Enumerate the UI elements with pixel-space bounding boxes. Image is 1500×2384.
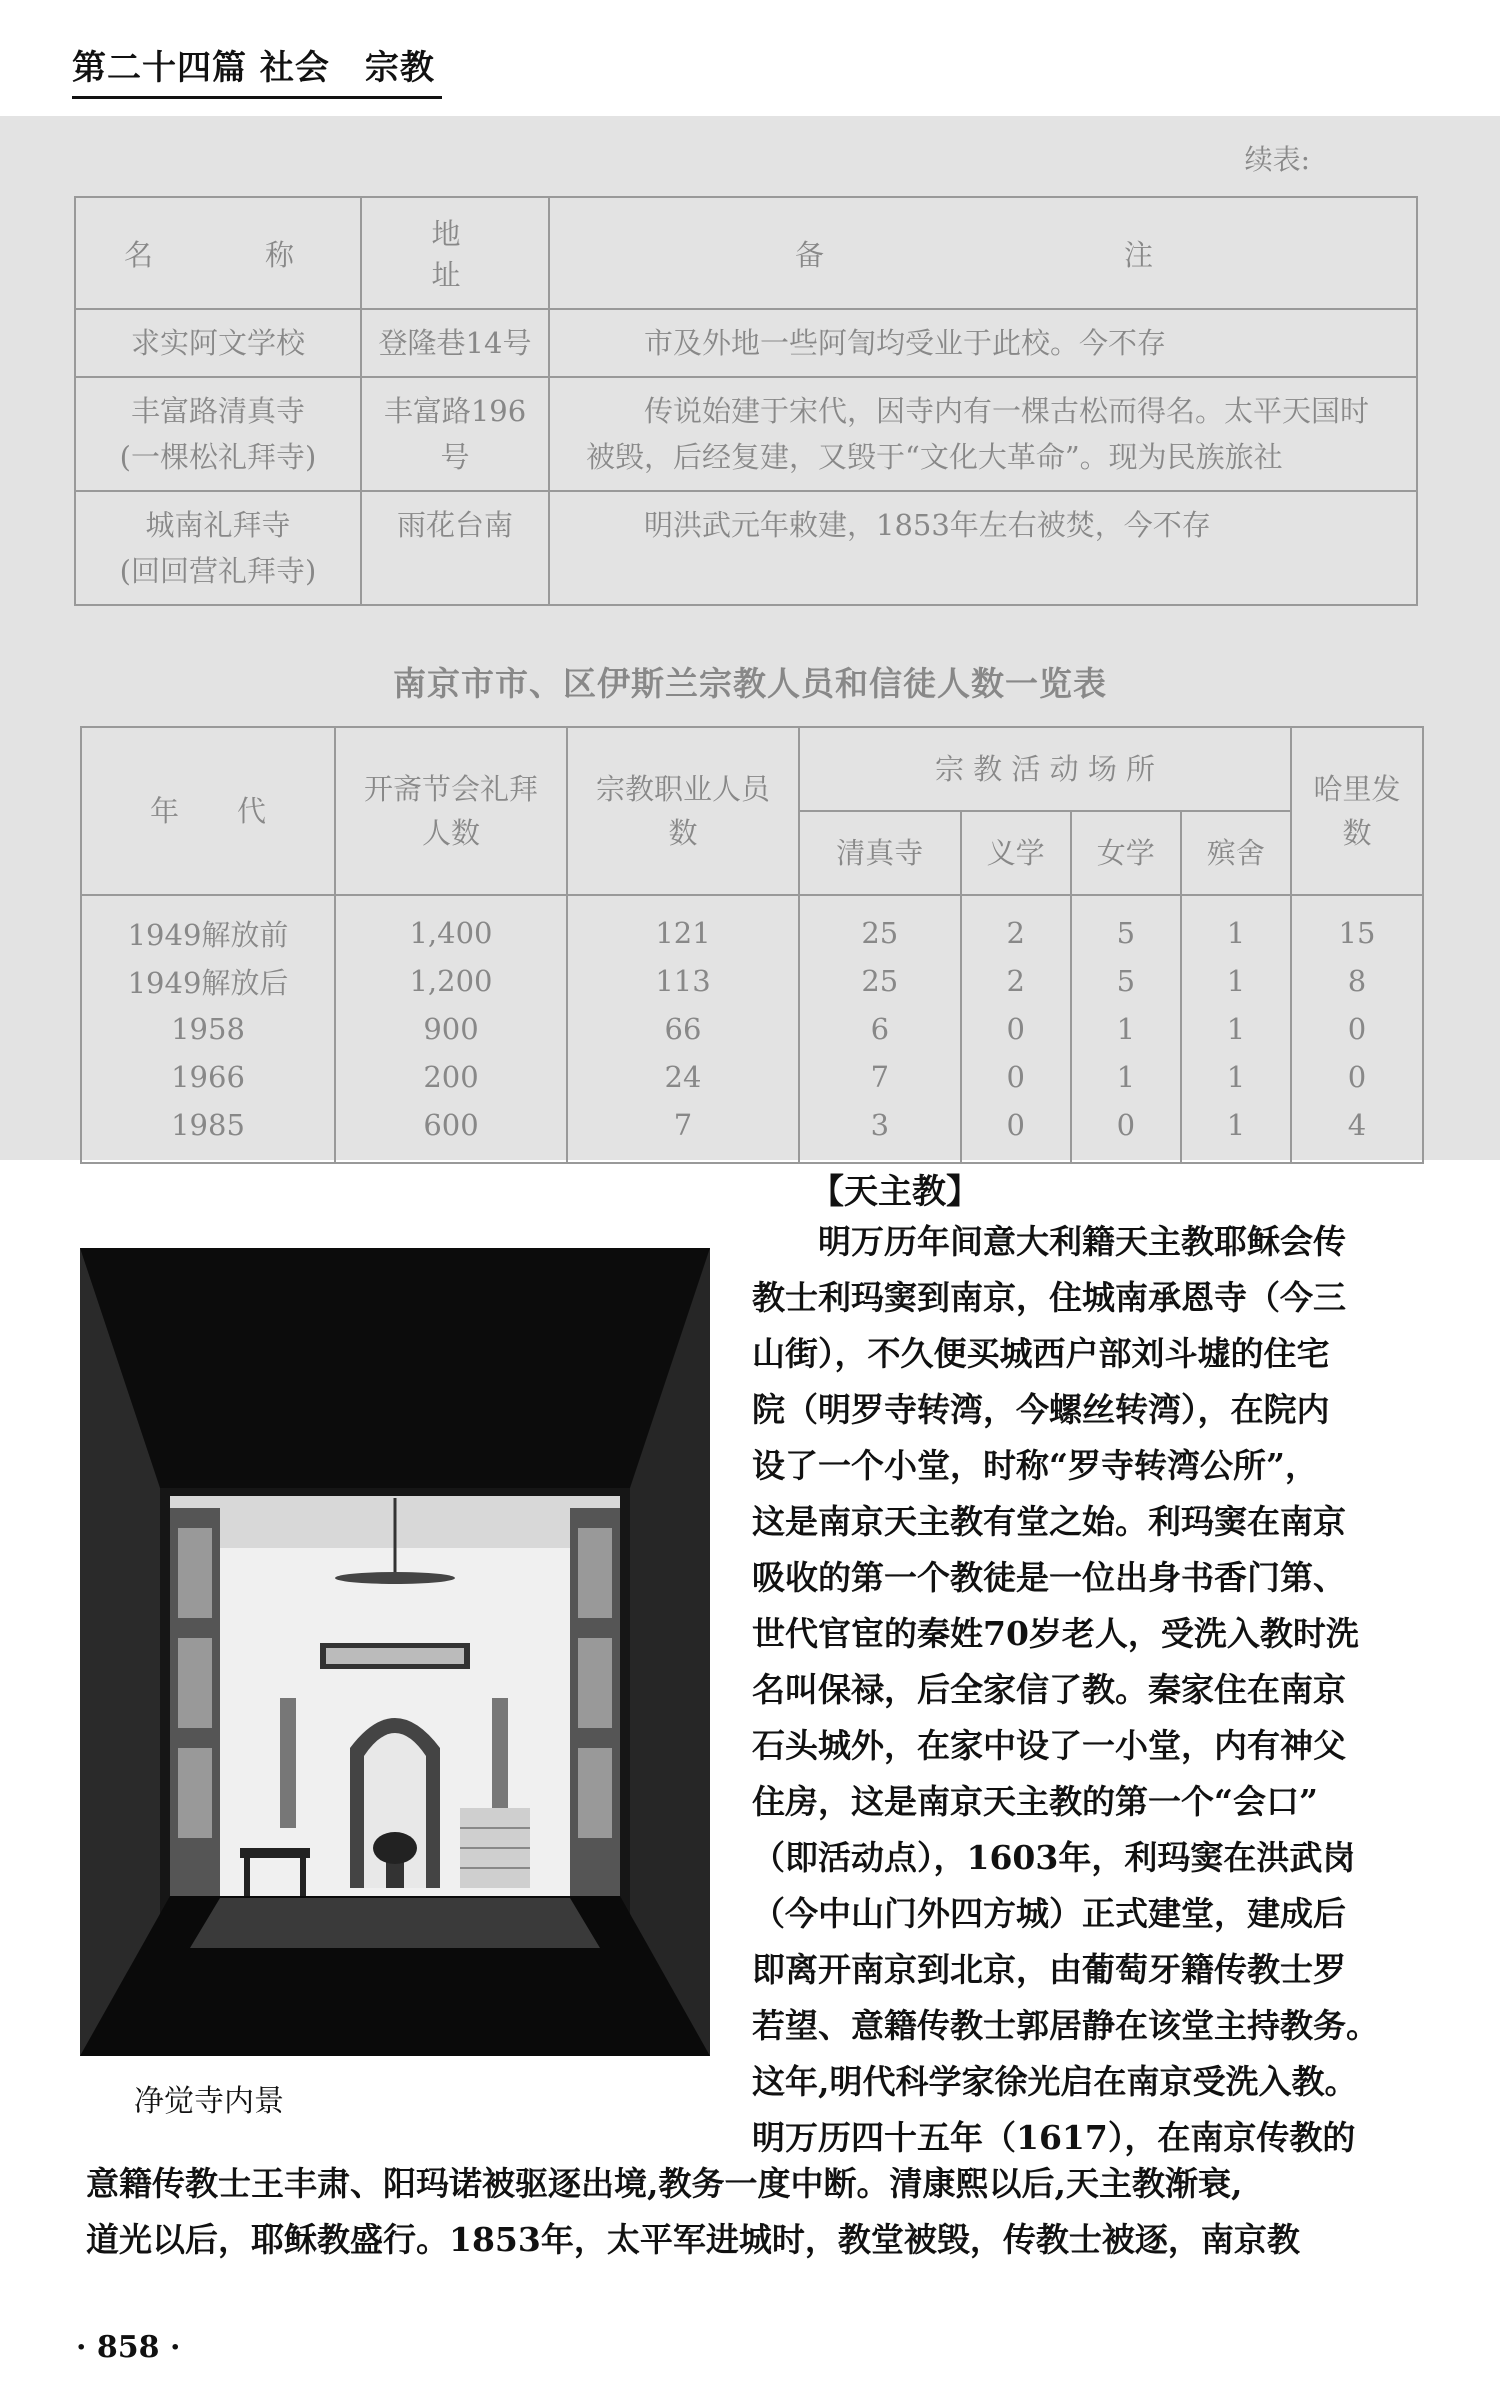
table-row: [75, 309, 1417, 377]
cell-harrif: 0: [1291, 1005, 1423, 1053]
cell-harrif: 15: [1291, 895, 1423, 957]
cell-harrif: 0: [1291, 1053, 1423, 1101]
cell-year: 1985: [81, 1101, 335, 1163]
text-line: 若望、意籍传教士郭居静在该堂主持教务。: [752, 2006, 1379, 2045]
text-line: （今中山门外四方城）正式建堂，建成后: [752, 1894, 1346, 1933]
cell-male-school: 0: [961, 1101, 1071, 1163]
cell-male-school: 0: [961, 1005, 1071, 1053]
cell-male-school: 2: [961, 895, 1071, 957]
text-line: （即活动点），1603年，利玛窦在洪武岗: [752, 1838, 1356, 1877]
cell-worship: 900: [335, 1005, 567, 1053]
cell-year: 1949解放前: [81, 895, 335, 957]
col-header-name: 名 称: [75, 197, 361, 309]
cell-worship: 600: [335, 1101, 567, 1163]
cell-mosque: 6: [799, 1005, 961, 1053]
cell-name: [75, 377, 361, 491]
text-line: 意籍传教士王丰肃、阳玛诺被驱逐出境,教务一度中断。清康熙以后,天主教渐衰,: [86, 2164, 1243, 2203]
table-row: [81, 957, 1423, 1005]
col-header-worship: 开斋节会礼拜人数: [335, 727, 567, 895]
cell-name: [75, 309, 361, 377]
table-row: [81, 1053, 1423, 1101]
text-line: 吸收的第一个教徒是一位出身书香门第、: [752, 1558, 1346, 1597]
cell-mosque: 3: [799, 1101, 961, 1163]
cell-address: 丰富路196号: [361, 377, 549, 491]
cell-mosque: 7: [799, 1053, 961, 1101]
col-header-female-school: 女学: [1071, 811, 1181, 895]
text-line: 这是南京天主教有堂之始。利玛窦在南京: [752, 1502, 1346, 1541]
cell-harrif: 8: [1291, 957, 1423, 1005]
cell-harrif: 4: [1291, 1101, 1423, 1163]
text-line: 石头城外，在家中设了一小堂，内有神父: [752, 1726, 1346, 1765]
text-line: 教士利玛窦到南京，住城南承恩寺（今三: [752, 1278, 1346, 1317]
cell-name-text: 求实阿文学校: [130, 326, 305, 360]
col-header-harrif: 哈里发数: [1291, 727, 1423, 895]
cell-funeral: 1: [1181, 895, 1291, 957]
cell-funeral: 1: [1181, 1005, 1291, 1053]
cell-staff: 7: [567, 1101, 799, 1163]
photo-caption: 净觉寺内景: [134, 2084, 284, 2119]
cell-female-school: 0: [1071, 1101, 1181, 1163]
cell-mosque: 25: [799, 895, 961, 957]
col-header-address: 地 址: [361, 197, 549, 309]
table-header-row: [75, 197, 1417, 309]
mosque-interior-photo: [80, 1248, 710, 2056]
cell-staff: 24: [567, 1053, 799, 1101]
cell-male-school: 0: [961, 1053, 1071, 1101]
cell-funeral: 1: [1181, 957, 1291, 1005]
cell-staff: 66: [567, 1005, 799, 1053]
text-line: 院（明罗寺转湾，今螺丝转湾），在院内: [752, 1390, 1330, 1429]
cell-note: 明洪武元年敕建，1853年左右被焚，今不存: [549, 491, 1417, 605]
table-row: [81, 1101, 1423, 1163]
section-title: 【天主教】: [810, 1172, 980, 1212]
col-header-staff: 宗教职业人员数: [567, 727, 799, 895]
statistics-table-title: 南京市市、区伊斯兰宗教人员和信徒人数一览表: [393, 664, 1107, 703]
cell-male-school: 2: [961, 957, 1071, 1005]
cell-funeral: 1: [1181, 1053, 1291, 1101]
cell-note: 传说始建于宋代，因寺内有一棵古松而得名。太平天国时被毁，后经复建，又毁于“文化大革命”。现为民族旅社: [549, 377, 1417, 491]
cell-year: 1949解放后: [81, 957, 335, 1005]
text-line: 住房，这是南京天主教的第一个“会口”: [752, 1782, 1318, 1821]
text-line: 即离开南京到北京，由葡萄牙籍传教士罗: [752, 1950, 1346, 1989]
cell-worship: 1,200: [335, 957, 567, 1005]
cell-staff: 113: [567, 957, 799, 1005]
text-line: 道光以后，耶稣教盛行。1853年，太平军进城时，教堂被毁，传教士被逐，南京教: [86, 2220, 1300, 2259]
text-line: 设了一个小堂，时称“罗寺转湾公所”，: [752, 1446, 1318, 1485]
photo-illustration: [80, 1248, 710, 2056]
table-row: [81, 1005, 1423, 1053]
table-header-row: [81, 727, 1423, 811]
cell-year: 1966: [81, 1053, 335, 1101]
paragraph-right-column: [752, 1214, 1420, 2166]
cell-address: 登隆巷14号: [361, 309, 549, 377]
text-line: 山街），不久便买城西户部刘斗墟的住宅: [752, 1334, 1330, 1373]
cell-female-school: 5: [1071, 957, 1181, 1005]
page-number: · 858 ·: [76, 2330, 181, 2365]
cell-female-school: 5: [1071, 895, 1181, 957]
text-line: 明万历四十五年（1617），在南京传教的: [752, 2118, 1356, 2157]
cell-worship: 1,400: [335, 895, 567, 957]
text-line: 名叫保禄，后全家信了教。秦家住在南京: [752, 1670, 1346, 1709]
statistics-table: [80, 726, 1424, 1164]
cell-staff: 121: [567, 895, 799, 957]
table-row: [75, 377, 1417, 491]
cell-name-alt: (回回营礼拜寺): [119, 554, 317, 588]
cell-note: 市及外地一些阿訇均受业于此校。今不存: [549, 309, 1417, 377]
cell-name-text: 丰富路清真寺: [130, 394, 305, 428]
cell-funeral: 1: [1181, 1101, 1291, 1163]
col-header-funeral: 殡舍: [1181, 811, 1291, 895]
continued-label: 续表:: [1244, 143, 1310, 176]
cell-year: 1958: [81, 1005, 335, 1053]
cell-female-school: 1: [1071, 1053, 1181, 1101]
cell-worship: 200: [335, 1053, 567, 1101]
cell-name-alt: (一棵松礼拜寺): [119, 440, 317, 474]
cell-female-school: 1: [1071, 1005, 1181, 1053]
cell-mosque: 25: [799, 957, 961, 1005]
col-header-male-school: 义学: [961, 811, 1071, 895]
paragraph-full-width: [86, 2156, 1426, 2268]
col-header-year: 年 代: [81, 727, 335, 895]
text-line: 这年,明代科学家徐光启在南京受洗入教。: [752, 2062, 1358, 2101]
cell-name: [75, 491, 361, 605]
table-row: [75, 491, 1417, 605]
mosque-table: [74, 196, 1418, 606]
cell-address: 雨花台南: [361, 491, 549, 605]
col-header-mosque: 清真寺: [799, 811, 961, 895]
col-header-venues: 宗 教 活 动 场 所: [799, 727, 1291, 811]
table-row: [81, 895, 1423, 957]
col-header-note: 备 注: [549, 197, 1417, 309]
cell-name-text: 城南礼拜寺: [145, 508, 291, 542]
text-line: 世代官宦的秦姓70岁老人，受洗入教时洗: [752, 1614, 1359, 1653]
text-line: 明万历年间意大利籍天主教耶稣会传: [752, 1222, 1346, 1261]
page-header: 第二十四篇 社会 宗教: [72, 44, 442, 99]
